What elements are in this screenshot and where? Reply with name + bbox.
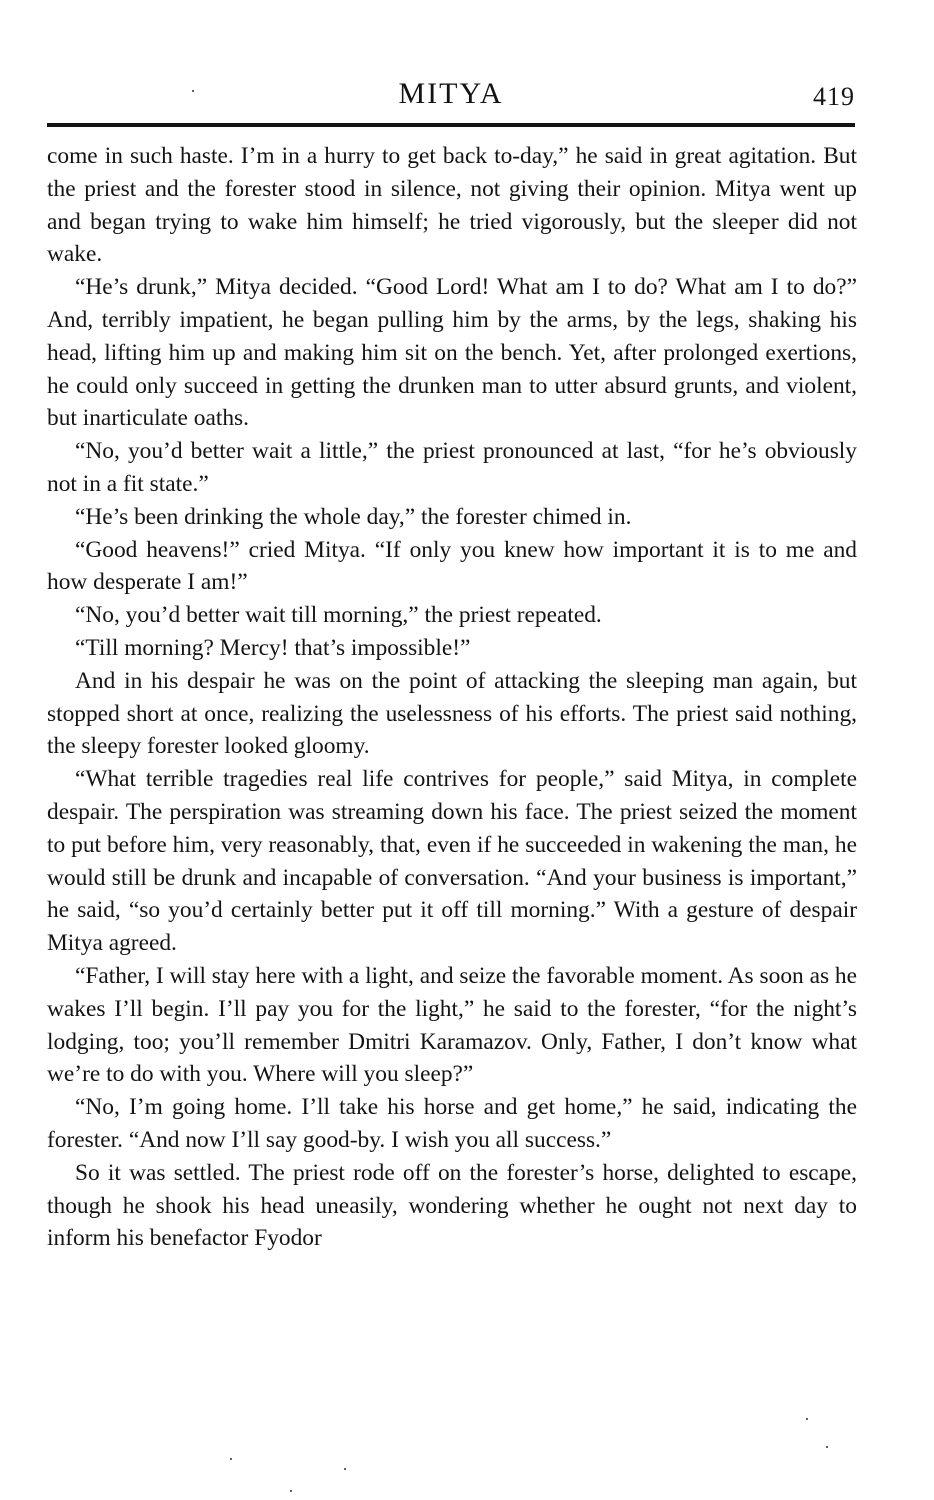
paragraph-11: “No, I’m going home. I’ll take his horse and get home,” he said, indicating the forester. “And now I’ll say good-by. I wish you all success.” <box>47 1094 857 1153</box>
paragraph-3: “No, you’d better wait a little,” the priest pronounced at last, “for he’s obviously not in a fit state.” <box>47 438 857 497</box>
paragraph-4: “He’s been drinking the whole day,” the forester chimed in. <box>75 503 632 530</box>
paragraph-12: So it was settled. The priest rode off on the forester’s horse, delighted to escape, though he shook his head uneasily, wondering whether he ought not next day to inform his benefactor Fyodor <box>47 1159 857 1252</box>
scan-speck <box>806 1418 808 1420</box>
chapter-title: MITYA <box>398 77 504 110</box>
scan-speck <box>192 90 194 92</box>
scan-speck <box>290 1490 292 1492</box>
paragraph-10: “Father, I will stay here with a light, and seize the favorable moment. As soon as he wakes I’ll begin. I’ll pay you for the light,” he said to the forester, “for the night’s lodging, too; you’ll remember Dmitri Karamazov. Only, Father, I don’t know what we’re to do with you. Where will you sleep?” <box>47 962 857 1088</box>
body-text <box>47 140 857 1255</box>
running-head <box>47 76 855 116</box>
paragraph-1: come in such haste. I’m in a hurry to get back to-day,” he said in great agitation. But the priest and the forester stood in silence, not giving their opinion. Mitya went up and began trying to wake him himself; he tried vigorously, but the sleeper did not wake. <box>47 143 857 268</box>
paragraph-7: “Till morning? Mercy! that’s impossible!” <box>75 634 471 661</box>
scan-speck <box>826 1446 828 1448</box>
paragraph-9: “What terrible tragedies real life contrives for people,” said Mitya, in complete despair. The perspiration was streaming down his face. The priest seized the moment to put before him, very reasonably, that, even if he succeeded in wakening the man, he would still be drunk and incapable of conversation. “And your business is important,” he said, “so you’d certainly better put it off till morning.” With a gesture of despair Mitya agreed. <box>47 766 857 957</box>
scan-speck <box>344 1468 346 1470</box>
paragraph-8: And in his despair he was on the point of attacking the sleeping man again, but stopped short at once, realizing the uselessness of his efforts. The priest said nothing, the sleepy forester looked gloomy. <box>47 667 857 760</box>
page-number: 419 <box>813 82 855 111</box>
paragraph-6: “No, you’d better wait till morning,” the priest repeated. <box>75 602 602 629</box>
header-rule <box>47 123 855 127</box>
scan-speck <box>230 1458 232 1460</box>
paragraph-2: “He’s drunk,” Mitya decided. “Good Lord! What am I to do? What am I to do?” And, terribly impatient, he began pulling him by the arms, by the legs, shaking his head, lifting him up and making him sit on the bench. Yet, after prolonged exertions, he could only succeed in getting the drunken man to utter absurd grunts, and violent, but inarticulate oaths. <box>47 274 857 432</box>
paragraph-5: “Good heavens!” cried Mitya. “If only you knew how important it is to me and how desperate I am!” <box>47 536 857 596</box>
